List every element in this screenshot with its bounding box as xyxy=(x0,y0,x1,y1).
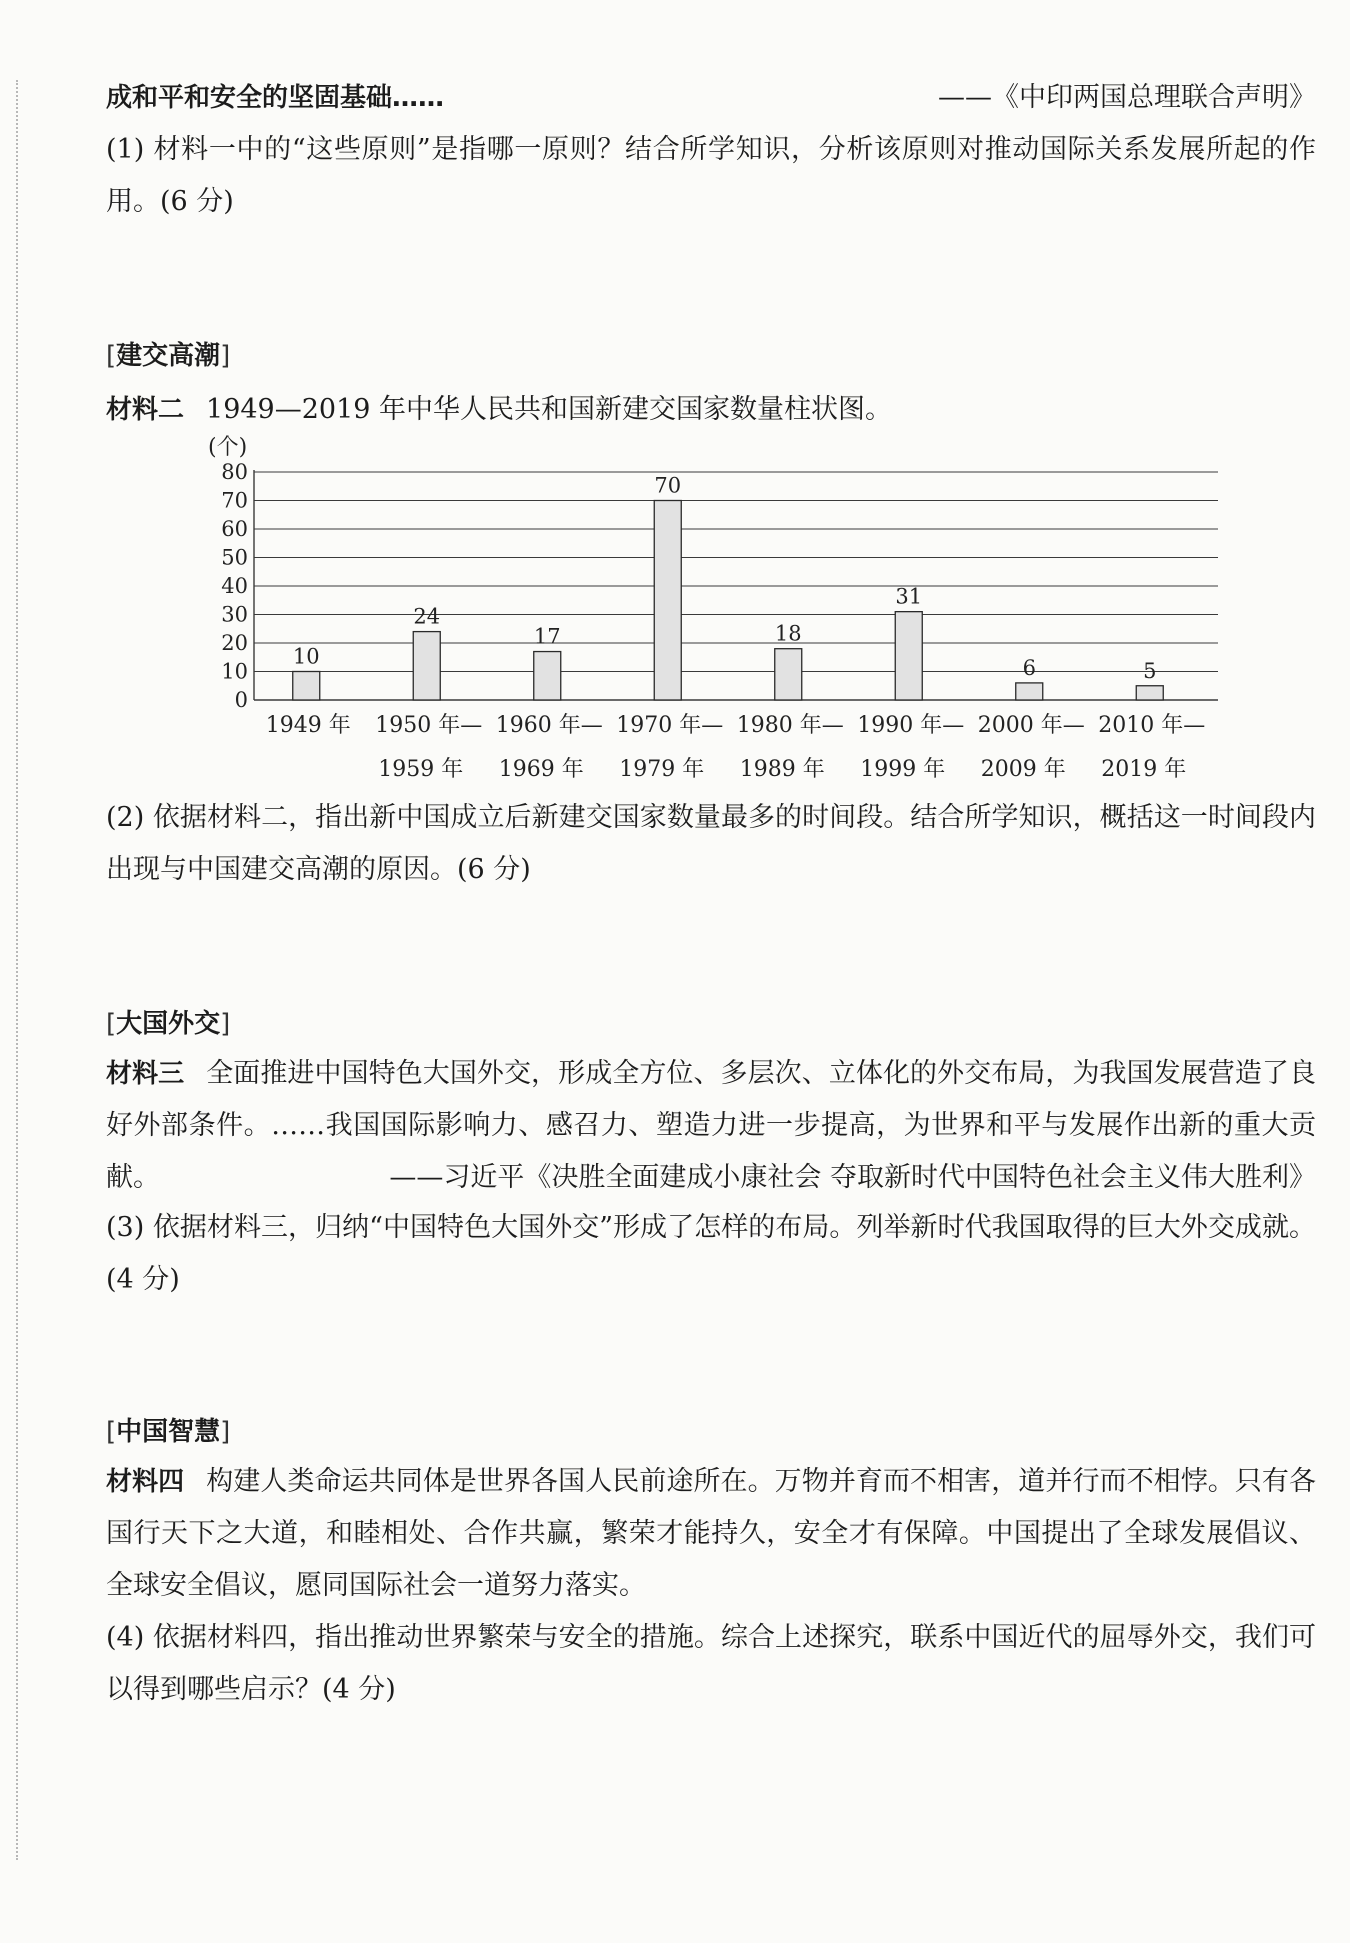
section-title-diplomatic-wave: [建交高潮] xyxy=(106,341,231,371)
x-tick-label: 1980 年— xyxy=(736,713,844,738)
section-title-text: 建交高潮 xyxy=(116,341,221,371)
question-3: (3) 依据材料三，归纳“中国特色大国外交”形成了怎样的布局。列举新时代我国取得的巨大外交成就。(4 分) xyxy=(106,1212,1316,1295)
section-title-text: 中国智慧 xyxy=(116,1417,221,1447)
bar xyxy=(654,501,681,701)
x-tick-label: 1970 年— xyxy=(616,713,724,738)
question-2: (2) 依据材料二，指出新中国成立后新建交国家数量最多的时间段。结合所学知识，概括这一时间段内出现与中国建交高潮的原因。(6 分) xyxy=(106,802,1316,885)
bar-value-label: 17 xyxy=(533,624,561,649)
y-tick-label: 60 xyxy=(221,517,248,541)
diplomatic-relations-bar-chart xyxy=(106,430,1316,800)
section-title-chinese-wisdom: [中国智慧] xyxy=(106,1417,231,1447)
y-tick-label: 70 xyxy=(221,488,248,513)
bar xyxy=(413,632,440,700)
x-tick-label-second-line: 2009 年 xyxy=(980,757,1066,782)
material-three-label: 材料三 xyxy=(106,1059,185,1089)
x-tick-label-second-line: 1969 年 xyxy=(498,757,584,782)
x-tick-label: 1960 年— xyxy=(495,713,603,738)
bar-value-label: 18 xyxy=(774,621,802,646)
bar xyxy=(293,672,320,701)
x-tick-label-second-line: 2019 年 xyxy=(1101,757,1187,782)
bar xyxy=(1136,686,1163,700)
x-tick-label-second-line: 1959 年 xyxy=(378,757,464,782)
bar-value-label: 5 xyxy=(1143,658,1157,683)
bar xyxy=(1016,683,1043,700)
y-tick-label: 0 xyxy=(234,688,248,712)
y-axis-unit-label: (个) xyxy=(208,435,248,460)
bar xyxy=(895,612,922,700)
bar xyxy=(775,649,802,700)
bar-value-label: 6 xyxy=(1022,655,1036,680)
material-two-text: 1949—2019 年中华人民共和国新建交国家数量柱状图。 xyxy=(206,394,893,425)
bar-chart-container xyxy=(106,430,1316,804)
x-tick-label: 1949 年 xyxy=(265,713,351,738)
question-1: (1) 材料一中的“这些原则”是指哪一原则？结合所学知识，分析该原则对推动国际关系发展所起的作用。(6 分) xyxy=(106,134,1316,217)
bar xyxy=(534,652,561,700)
material-one-end xyxy=(106,72,1316,124)
y-tick-label: 40 xyxy=(221,574,248,598)
y-tick-label: 80 xyxy=(221,460,248,484)
y-tick-label: 30 xyxy=(221,602,248,627)
material-four-text: 构建人类命运共同体是世界各国人民前途所在。万物并育而不相害，道并行而不相悖。只有各国行天下之大道，和睦相处、合作共赢，繁荣才能持久，安全才有保障。中国提出了全球发展倡议、全球安全倡议，愿同国际社会一道努力落实。 xyxy=(106,1466,1316,1601)
material-two xyxy=(106,384,1316,436)
material-three xyxy=(106,1048,1316,1204)
x-tick-label-second-line: 1979 年 xyxy=(619,757,705,782)
bar-value-label: 70 xyxy=(654,473,682,498)
x-tick-label: 1990 年— xyxy=(857,713,965,738)
x-tick-label: 1950 年— xyxy=(375,713,483,738)
x-tick-label-second-line: 1989 年 xyxy=(739,757,825,782)
x-tick-label-second-line: 1999 年 xyxy=(860,757,946,782)
section-title-major-country-diplomacy: [大国外交] xyxy=(106,1009,231,1039)
material-four-label: 材料四 xyxy=(106,1467,185,1497)
material-three-source: ——习近平《决胜全面建成小康社会 夺取新时代中国特色社会主义伟大胜利》 xyxy=(389,1162,1316,1193)
material-three-text: 全面推进中国特色大国外交，形成全方位、多层次、立体化的外交布局，为我国发展营造了良好外部条件。……我国国际影响力、感召力、塑造力进一步提高，为世界和平与发展作出新的重大贡献。 xyxy=(106,1058,1316,1193)
bar-value-label: 31 xyxy=(895,584,923,609)
material-one-source: ——《中印两国总理联合声明》 xyxy=(938,82,1316,113)
question-4: (4) 依据材料四，指出推动世界繁荣与安全的措施。综合上述探究，联系中国近代的屈辱外交，我们可以得到哪些启示？(4 分) xyxy=(106,1622,1316,1705)
y-tick-label: 50 xyxy=(221,545,248,570)
y-tick-label: 20 xyxy=(221,631,248,655)
bar-value-label: 24 xyxy=(413,604,441,629)
section-title-text: 大国外交 xyxy=(116,1009,221,1039)
material-two-label: 材料二 xyxy=(106,395,185,425)
binding-margin-rule xyxy=(16,80,18,1860)
material-four xyxy=(106,1456,1316,1612)
bar-value-label: 10 xyxy=(292,644,320,669)
x-tick-label: 2010 年— xyxy=(1098,713,1206,738)
material-one-continued-text: 成和平和安全的坚固基础…… xyxy=(106,83,445,113)
y-tick-label: 10 xyxy=(221,659,248,684)
x-tick-label: 2000 年— xyxy=(977,713,1085,738)
